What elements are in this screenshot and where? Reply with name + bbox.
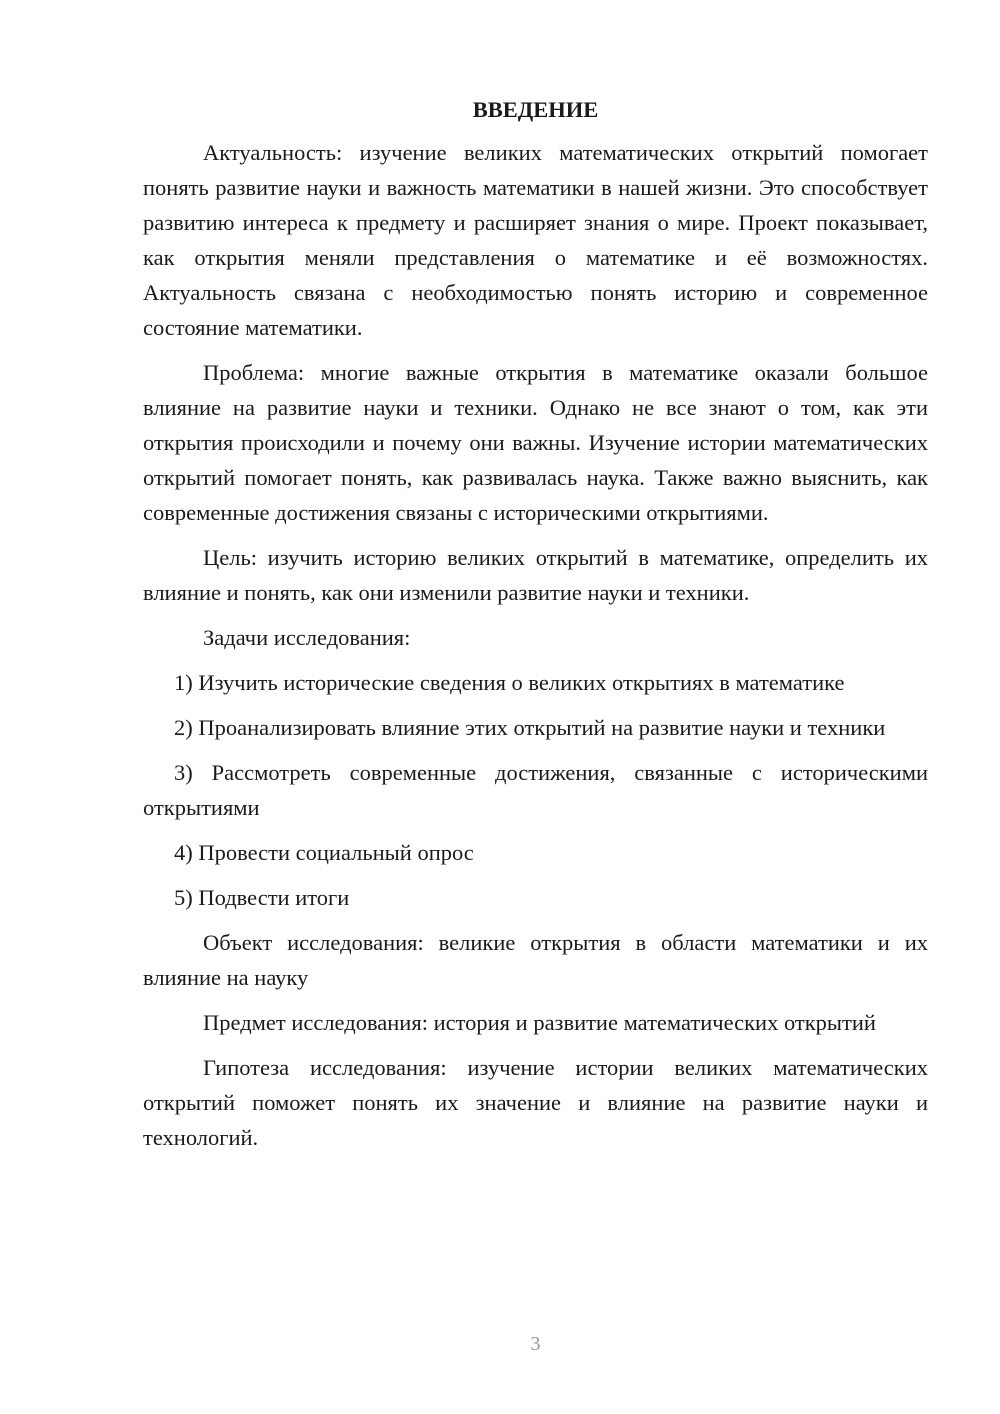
goal-paragraph: Цель: изучить историю великих открытий в математике, определить их влияние и понять, как они изменили развитие науки и техники. xyxy=(143,545,928,605)
task-item: 5) Подвести итоги xyxy=(174,885,350,910)
document-body xyxy=(143,92,928,1165)
page-number: 3 xyxy=(530,1333,541,1355)
task-item: 3) Рассмотреть современные достижения, связанные с историческими открытиями xyxy=(143,760,928,820)
research-object-paragraph: Объект исследования: великие открытия в области математики и их влияние на науку xyxy=(143,930,928,990)
hypothesis-paragraph: Гипотеза исследования: изучение истории великих математических открытий поможет понять их значение и влияние на развитие науки и технологий. xyxy=(143,1055,928,1150)
tasks-heading: Задачи исследования: xyxy=(203,625,411,650)
relevance-paragraph: Актуальность: изучение великих математических открытий помогает понять развитие науки и важность математики в нашей жизни. Это способствует развитию интереса к предмету и расширяет знания о мире. Проект показывает, как открытия меняли представления о математике и её возможностях. Актуальность связана с необходимостью понять историю и современное состояние математики. xyxy=(143,140,928,340)
research-subject-paragraph: Предмет исследования: история и развитие математических открытий xyxy=(203,1010,876,1035)
problem-paragraph: Проблема: многие важные открытия в математике оказали большое влияние на развитие науки и техники. Однако не все знают о том, как эти открытия происходили и почему они важны. Изучение истории математических открытий помогает понять, как развивалась наука. Также важно выяснить, как современные достижения связаны с историческими открытиями. xyxy=(143,360,928,525)
page-title: ВВЕДЕНИЕ xyxy=(472,97,599,122)
task-item: 2) Проанализировать влияние этих открытий на развитие науки и техники xyxy=(174,715,886,740)
task-item: 4) Провести социальный опрос xyxy=(174,840,474,865)
task-item: 1) Изучить исторические сведения о великих открытиях в математике xyxy=(174,670,845,695)
